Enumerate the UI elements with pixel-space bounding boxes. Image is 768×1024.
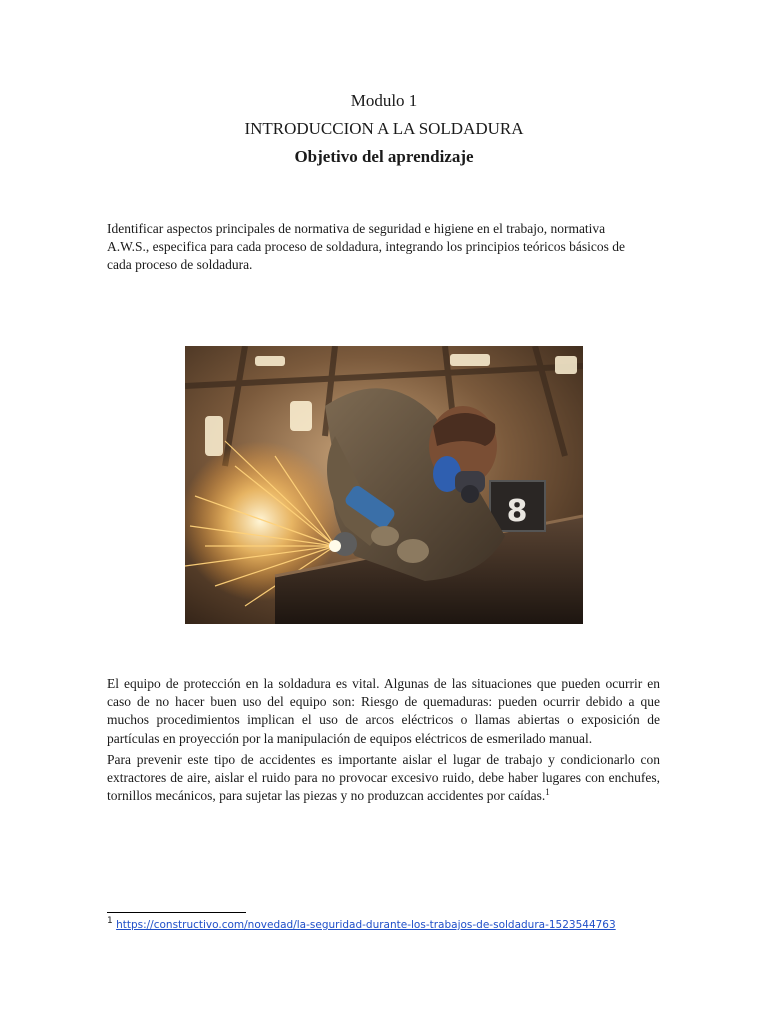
- module-title: INTRODUCCION A LA SOLDADURA: [244, 119, 524, 138]
- learning-objective-heading: Objetivo del aprendizaje: [294, 147, 474, 166]
- footnote-reference[interactable]: 1: [545, 787, 550, 798]
- accident-prevention-paragraph: [107, 751, 660, 806]
- sign-number: 8: [506, 494, 528, 529]
- module-number: Modulo 1: [350, 91, 418, 110]
- footnote-source-link[interactable]: https://constructivo.com/novedad/la-seguridad-durante-los-trabajos-de-soldadura-1523544763: [116, 919, 616, 931]
- footnote: [107, 917, 707, 933]
- welder-grinding-photo: [185, 346, 583, 624]
- footnote-number: 1: [107, 916, 113, 926]
- protection-equipment-paragraph: El equipo de protección en la soldadura es vital. Algunas de las situaciones que pueden ocurrir en caso de no hacer buen uso del equipo son: Riesgo de quemaduras: pueden ocurrir debido a que muchos procedimientos implican el uso de arcos eléctricos o llamas abiertas o exposición de partículas en proyección por la manipulación de equipos eléctricos de esmerilado manual.: [107, 676, 660, 746]
- objective-paragraph: Identificar aspectos principales de normativa de seguridad e higiene en el trabajo, normativa A.W.S., especifica para cada proceso de soldadura, integrando los principios teóricos básicos de cada proceso de soldadura.: [107, 221, 625, 272]
- footnote-separator: [107, 912, 246, 913]
- accident-prevention-text: Para prevenir este tipo de accidentes es importante aislar el lugar de trabajo y condicionarlo con extractores de aire, aislar el ruido para no provocar excesivo ruido, debe haber lugares con enchufes, tornillos mecánicos, para sujetar las piezas y no produzcan accidentes por caídas.: [107, 752, 660, 804]
